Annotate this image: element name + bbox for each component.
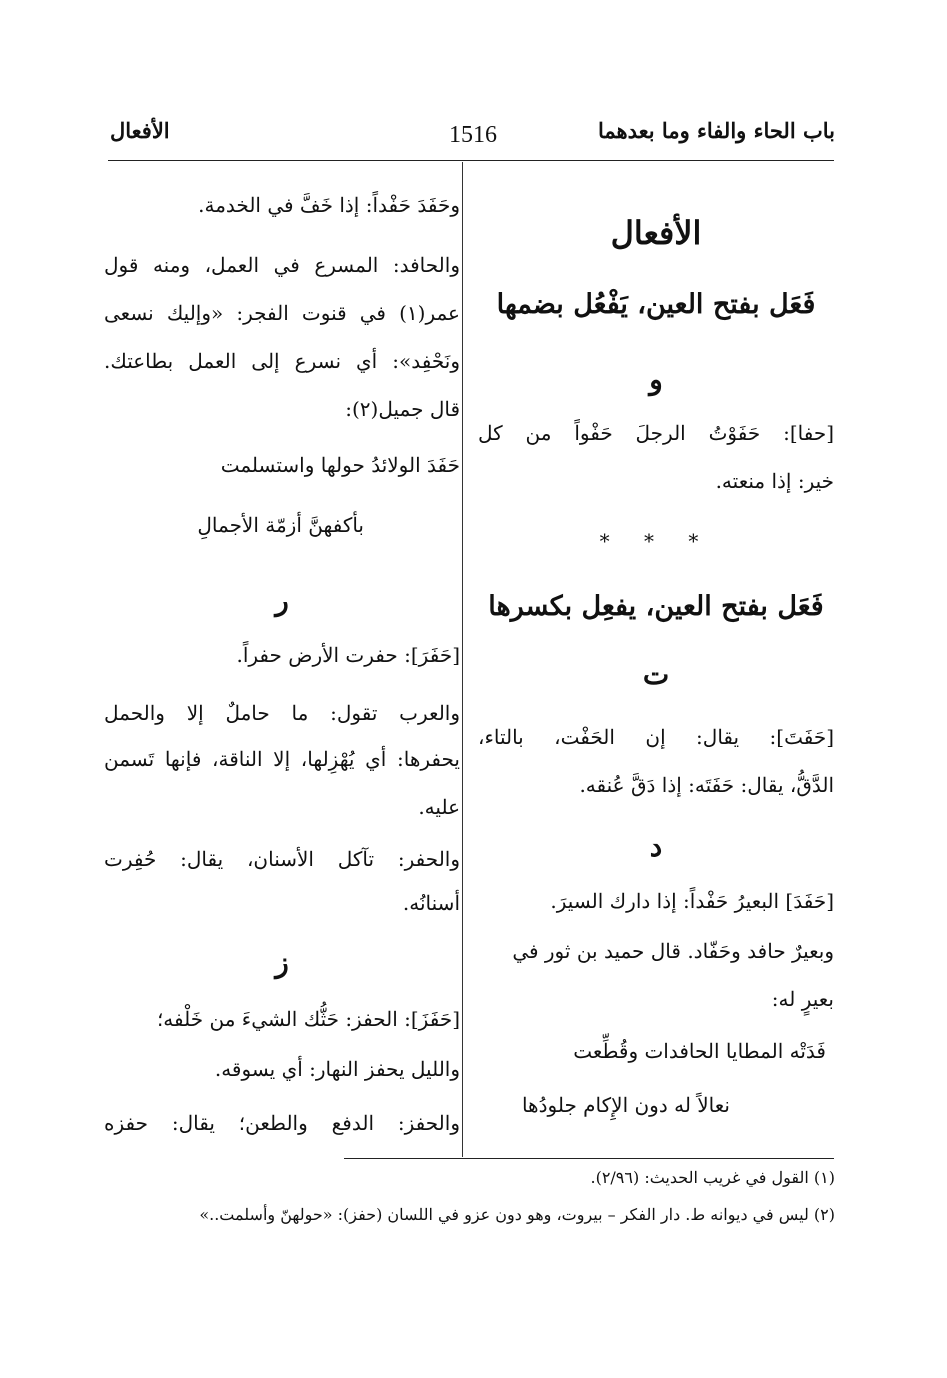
entry-line: أسنانُه. [402,891,460,915]
entry-line: [حَفَرَ]: حفرت الأرض حفراً. [236,643,460,667]
letter-heading-ta: ت [642,658,670,691]
entry-hafa-line1: [حفا]: حَفَوْتُ الرجلَ حَفْواً من كل [478,421,834,445]
entry-line: والحفز: الدفع والطعن؛ يقال: حفزه [104,1111,460,1135]
running-header-right: باب الحاء والفاء وما بعدهما [598,118,835,143]
entry-line: والليل يحفز النهار: أي يسوقه. [214,1057,460,1081]
entry-hafa-line2: خير: إذا منعته. [715,469,834,493]
verse-line-1: حَفَدَ الولائدُ حولها واستسلمت [220,453,460,477]
letter-heading-ra: ر [275,584,289,617]
header-rule [108,160,834,161]
verse-line-1: فَدَتْه المطايا الحافدات وقُطِّعت [573,1039,826,1063]
page-number: 1516 [449,122,497,148]
entry-line: [حَفَزَ]: الحفز: حَثُّك الشيءَ من خَلْفه؛ [156,1007,460,1031]
entry-line: عمر(١) في قنوت الفجر: «وإليك نسعى [104,301,460,325]
section-heading-1: فَعَل بفتح العين، يَفْعُل بضمها [496,289,816,320]
verse-line-2: بأكفهنَّ أزمّة الأجمالِ [197,513,364,537]
verse-line-2: نعالاً له دون الإِكام جلودُها [521,1093,730,1117]
letter-heading-za: ز [275,946,289,979]
entry-line: يحفرها: أي يُهْزِلها، إلا الناقة، فإنها تَسمن [104,747,460,771]
entry-line: عليه. [418,795,460,819]
section-title: الأفعال [610,214,702,252]
entry-hafad-line1: [حَفَدَ] البعيرُ حَفْداً: إذا دارك السيرَ. [550,889,834,913]
entry-line: والحافد: المسرع في العمل، ومنه قول [104,253,460,277]
entry-line: وحَفَدَ حَفْداً: إذا خَفَّ في الخدمة. [198,193,460,217]
entry-line: ونَحْفِد»: أي نسرع إلى العمل بطاعتك. [104,349,460,373]
entry-hafad-line3: بعيرٍ له: [771,987,834,1011]
column-divider [462,162,463,1157]
entry-line: قال جميل(٢): [345,397,460,421]
letter-heading-dal: د [649,830,663,863]
section-heading-2: فَعَل بفتح العين، يفعِل بكسرها [488,591,824,622]
running-header-left: الأفعال [110,118,170,143]
entry-line: والحفر: تآكل الأسنان، يقال: حُفِرت [104,847,460,871]
entry-haft-line1: [حَفَتَ]: يقال: إن الحَفْت، بالتاء، [478,725,834,749]
footnote-rule [344,1158,834,1159]
entry-line: والعرب تقول: ما حاملٌ إلا والحمل [104,701,460,725]
section-separator-stars: * * * [599,529,713,553]
footnote-2: (٢) ليس في ديوانه ط. دار الفكر – بيروت، وهو دون عزو في اللسان (حفز): «حولهنّ وأسلمت..» [199,1205,835,1224]
entry-hafad-line2: وبعيرٌ حافد وحَفّاد. قال حميد بن ثور في [512,939,834,963]
entry-haft-line2: الدَّقُّ، يقال: حَفَتَه: إذا دَقَّ عُنقه. [579,773,834,797]
footnote-1: (١) القول في غريب الحديث: (٢/٩٦). [590,1168,835,1187]
letter-heading-waw: و [649,363,663,396]
